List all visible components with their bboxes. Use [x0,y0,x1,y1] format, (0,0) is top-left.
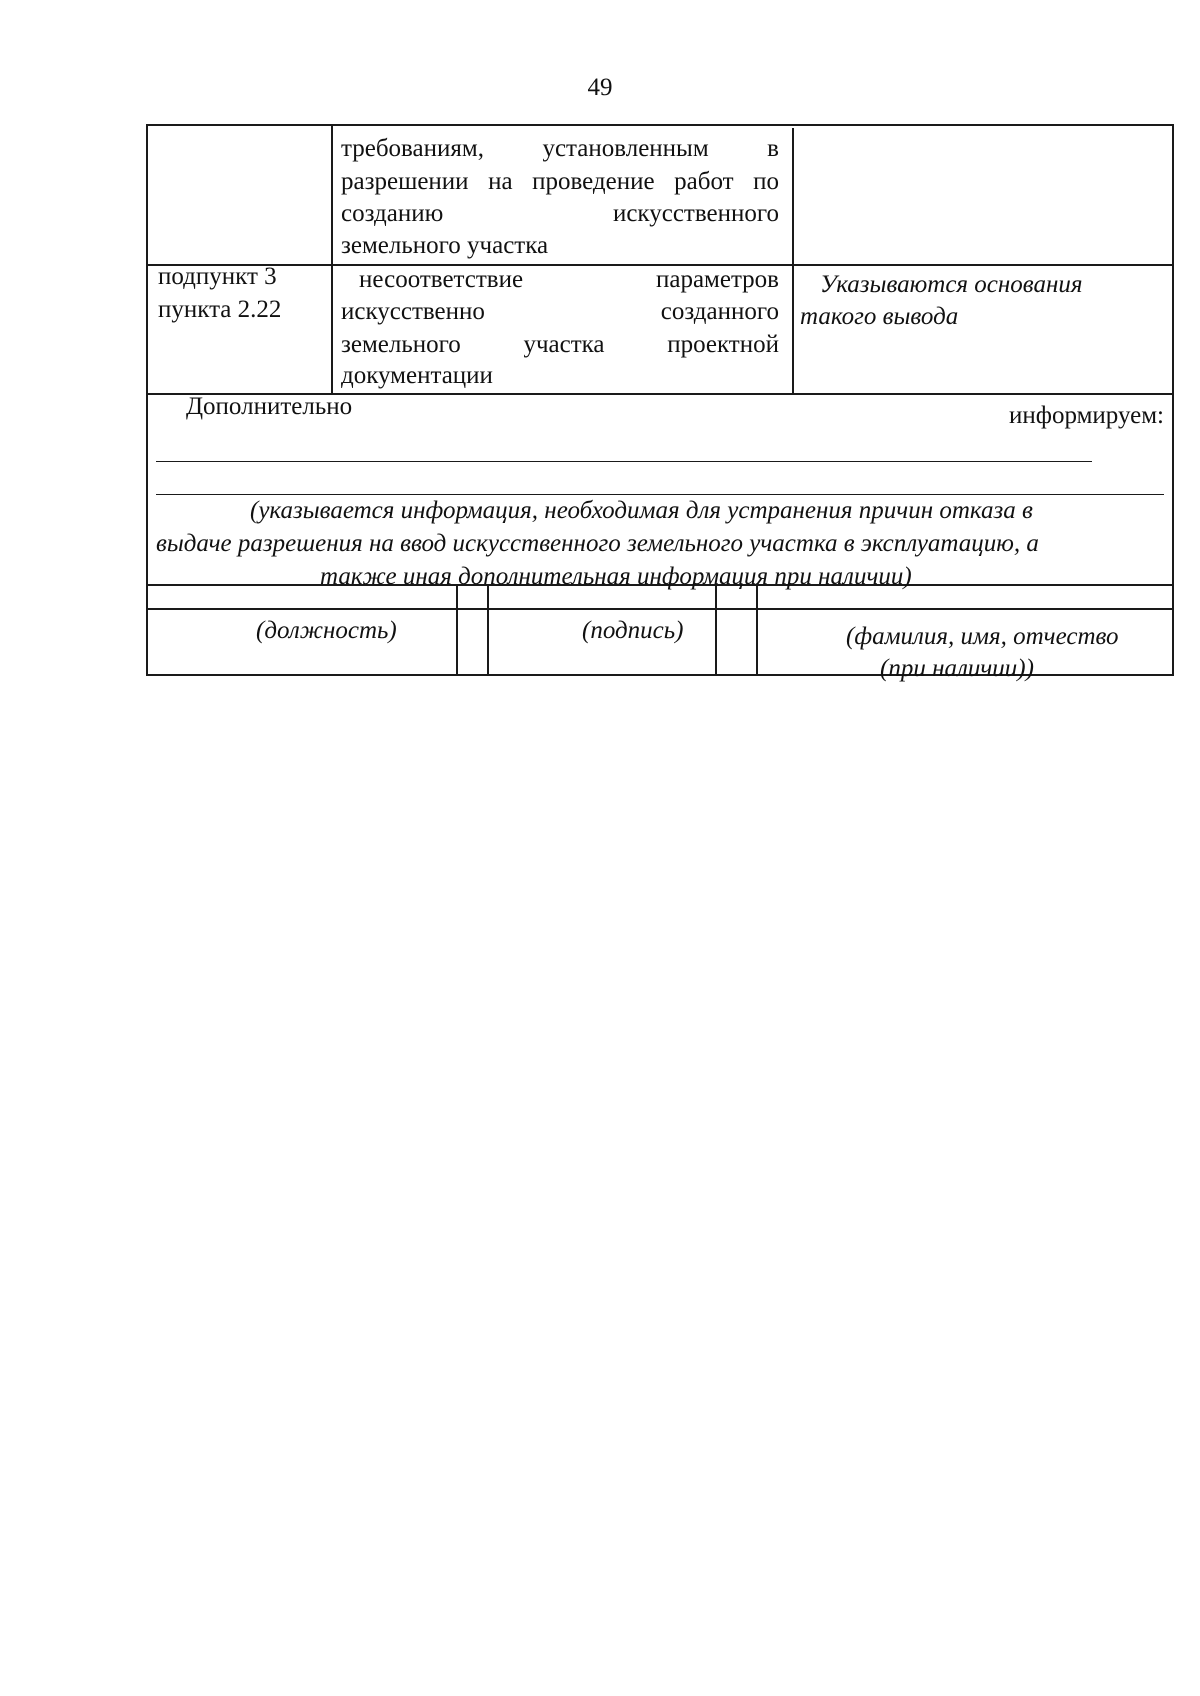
signature-spacer-divider [715,586,717,674]
page-number: 49 [587,74,613,101]
row2-line: земельного участка проектной [341,331,779,358]
row2-clause-line: пункта 2.22 [158,296,282,323]
signature-label: (подпись) [582,617,684,644]
additional-label-end: информируем: [1009,402,1164,429]
signature-spacer-divider [456,586,458,674]
row1-line: земельного участка [341,232,549,259]
row2-explanation-line: такого вывода [800,303,959,330]
additional-label: Дополнительно [186,393,353,420]
signature-spacer-divider [756,586,758,674]
table-column-divider [792,128,794,394]
row2-line: документации [341,362,493,389]
row1-line: созданию искусственного [341,200,779,227]
full-name-label: (фамилия, имя, отчество [846,623,1119,650]
table-column-divider [331,126,333,394]
row2-line: несоответствие параметров [359,266,779,293]
position-label: (должность) [256,617,397,644]
signature-spacer-divider [487,586,489,674]
hint-line: (указывается информация, необходимая для устранения причин отказа в [250,497,1033,524]
table-row-divider [148,608,1172,610]
hint-line: выдаче разрешения на ввод искусственного земельного участка в эксплуатацию, а [156,530,1039,557]
row2-explanation-line: Указываются основания [820,271,1083,298]
fill-in-line [156,461,1092,462]
row1-line: разрешении на проведение работ по [341,168,779,195]
row2-line: искусственно созданного [341,298,779,325]
row2-clause-line: подпункт 3 [158,263,277,290]
row1-line: требованиям, установленным в [341,135,779,162]
hint-line: также иная дополнительная информация при наличии) [320,563,912,590]
full-name-label: (при наличии)) [880,655,1034,682]
